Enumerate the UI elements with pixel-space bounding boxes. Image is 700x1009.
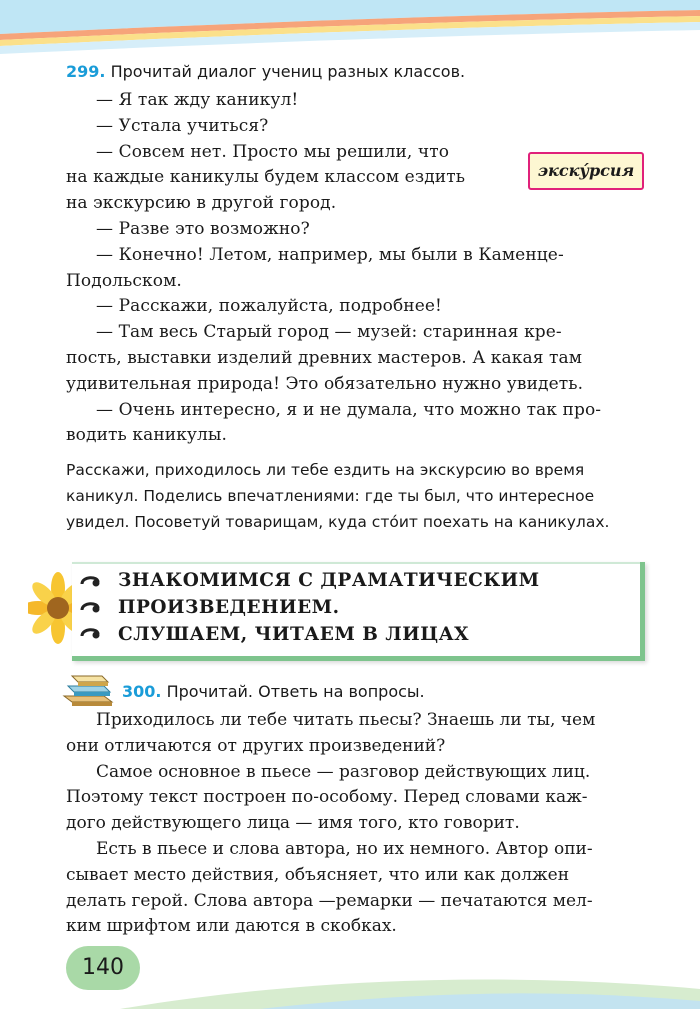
exercise-299 [66, 60, 656, 449]
dialogue-line: водить каникулы. [66, 425, 228, 446]
text-line: сывает место действия, объясняет, что или как должен [66, 864, 570, 885]
section-heading-line: ЗНАКОМИМСЯ С ДРАМАТИЧЕСКИМ [118, 570, 540, 591]
exercise-299-question [66, 457, 676, 535]
dialogue-line: на экскурсию в другой город. [66, 193, 337, 214]
dialogue-line: пость, выставки изделий древних мастеров. А какая там [66, 347, 583, 368]
dialogue-line: на каждые каникулы будем классом ездить [66, 167, 466, 188]
dialogue-line: — Очень интересно, я и не думала, что можно так про- [96, 399, 602, 420]
dialogue-text [66, 88, 656, 449]
spiral-binding-icon [80, 600, 102, 616]
dialogue-line: Подольском. [66, 270, 182, 291]
section-heading-box [72, 562, 645, 661]
question-line: каникул. Поделись впечатлениями: где ты был, что интересное [66, 487, 595, 505]
top-wave-decoration [0, 0, 700, 60]
spiral-binding-icon [80, 626, 102, 642]
exercise-299-number: 299. [66, 62, 106, 81]
dialogue-line: — Совсем нет. Просто мы решили, что [96, 141, 450, 162]
exercise-300-text [66, 708, 656, 940]
question-line: увидел. Посоветуй товарищам, куда сто́ит поехать на каникулах. [66, 513, 610, 531]
dialogue-line: удивительная природа! Это обязательно нужно увидеть. [66, 373, 584, 394]
text-line: Приходилось ли тебе читать пьесы? Знаешь ли ты, чем [96, 710, 596, 730]
text-line: Есть в пьесе и слова автора, но их немного. Автор опи- [96, 838, 593, 859]
dialogue-line: — Расскажи, пожалуйста, подробнее! [96, 296, 442, 317]
text-line: дого действующего лица — имя того, кто говорит. [66, 813, 520, 834]
text-line: они отличаются от других произведений? [66, 735, 446, 756]
section-heading-line: ПРОИЗВЕДЕНИЕМ. [118, 597, 340, 618]
text-line: Поэтому текст построен по-особому. Перед словами каж- [66, 787, 588, 808]
exercise-300-task-text: Прочитай. Ответь на вопросы. [166, 682, 425, 701]
dialogue-line: — Я так жду каникул! [96, 90, 299, 110]
dialogue-line: — Разве это возможно? [96, 218, 310, 239]
dialogue-line: — Там весь Старый город — музей: старинная кре- [96, 322, 562, 343]
exercise-299-task-text: Прочитай диалог учениц разных классов. [110, 62, 466, 81]
vocabulary-word-box: экску́рсия [528, 152, 644, 190]
exercise-300-number: 300. [122, 682, 162, 701]
section-heading-line: СЛУШАЕМ, ЧИТАЕМ В ЛИЦАХ [118, 624, 470, 645]
spiral-binding-icon [80, 574, 102, 590]
text-line: Самое основное в пьесе — разговор действующих лиц. [96, 761, 591, 782]
exercise-299-task [66, 60, 656, 84]
dialogue-line: — Устала учиться? [96, 115, 269, 136]
text-line: делать герой. Слова автора —ремарки — печатаются мел- [66, 890, 593, 911]
exercise-300 [66, 680, 656, 940]
exercise-300-task [122, 680, 656, 704]
page-number-badge: 140 [66, 946, 140, 990]
text-line: ким шрифтом или даются в скобках. [66, 916, 397, 937]
question-line: Расскажи, приходилось ли тебе ездить на экскурсию во время [66, 461, 585, 479]
dialogue-line: — Конечно! Летом, например, мы были в Каменце- [96, 244, 564, 265]
